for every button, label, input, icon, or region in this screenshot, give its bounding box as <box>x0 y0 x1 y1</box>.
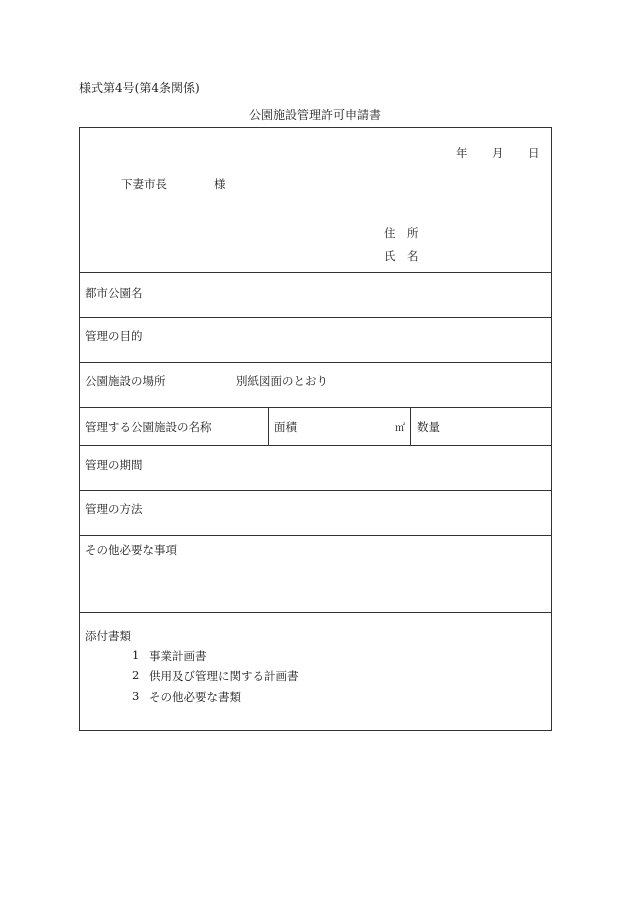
divider <box>80 362 551 363</box>
attachment-item: その他必要な書類 <box>149 690 241 704</box>
honorific: 様 <box>214 177 226 191</box>
location-label: 公園施設の場所 <box>85 374 166 388</box>
attachment-item: 事業計画書 <box>149 649 207 663</box>
divider <box>80 612 551 613</box>
attachment-number: 1 <box>132 648 140 662</box>
quantity-label: 数量 <box>417 420 440 434</box>
purpose-label: 管理の目的 <box>85 329 143 343</box>
address-label: 住 所 <box>384 226 419 240</box>
attachments-label: 添付書類 <box>85 629 131 643</box>
addressee: 下妻市長 <box>121 177 167 191</box>
divider <box>80 272 551 273</box>
area-unit: ㎡ <box>395 423 405 434</box>
location-value: 別紙図面のとおり <box>236 374 328 388</box>
facility-name-label: 管理する公園施設の名称 <box>85 420 212 434</box>
document-title: 公園施設管理許可申請書 <box>248 108 381 122</box>
form-number: 様式第4号(第4条関係) <box>79 81 200 95</box>
attachment-number: 2 <box>132 668 140 682</box>
divider <box>80 490 551 491</box>
park-name-label: 都市公園名 <box>85 286 143 300</box>
date-year-label: 年 <box>456 146 468 160</box>
application-form <box>79 127 552 731</box>
area-label: 面積 <box>274 420 297 434</box>
divider <box>268 407 269 445</box>
attachment-item: 供用及び管理に関する計画書 <box>149 669 299 683</box>
date-month-label: 月 <box>492 146 504 160</box>
name-label: 氏 名 <box>384 249 419 263</box>
attachment-number: 3 <box>132 689 140 703</box>
divider <box>410 407 411 445</box>
other-matters-label: その他必要な事項 <box>85 543 177 557</box>
divider <box>80 445 551 446</box>
period-label: 管理の期間 <box>85 458 143 472</box>
divider <box>80 317 551 318</box>
divider <box>80 407 551 408</box>
divider <box>80 535 551 536</box>
date-day-label: 日 <box>528 146 540 160</box>
method-label: 管理の方法 <box>85 502 143 516</box>
